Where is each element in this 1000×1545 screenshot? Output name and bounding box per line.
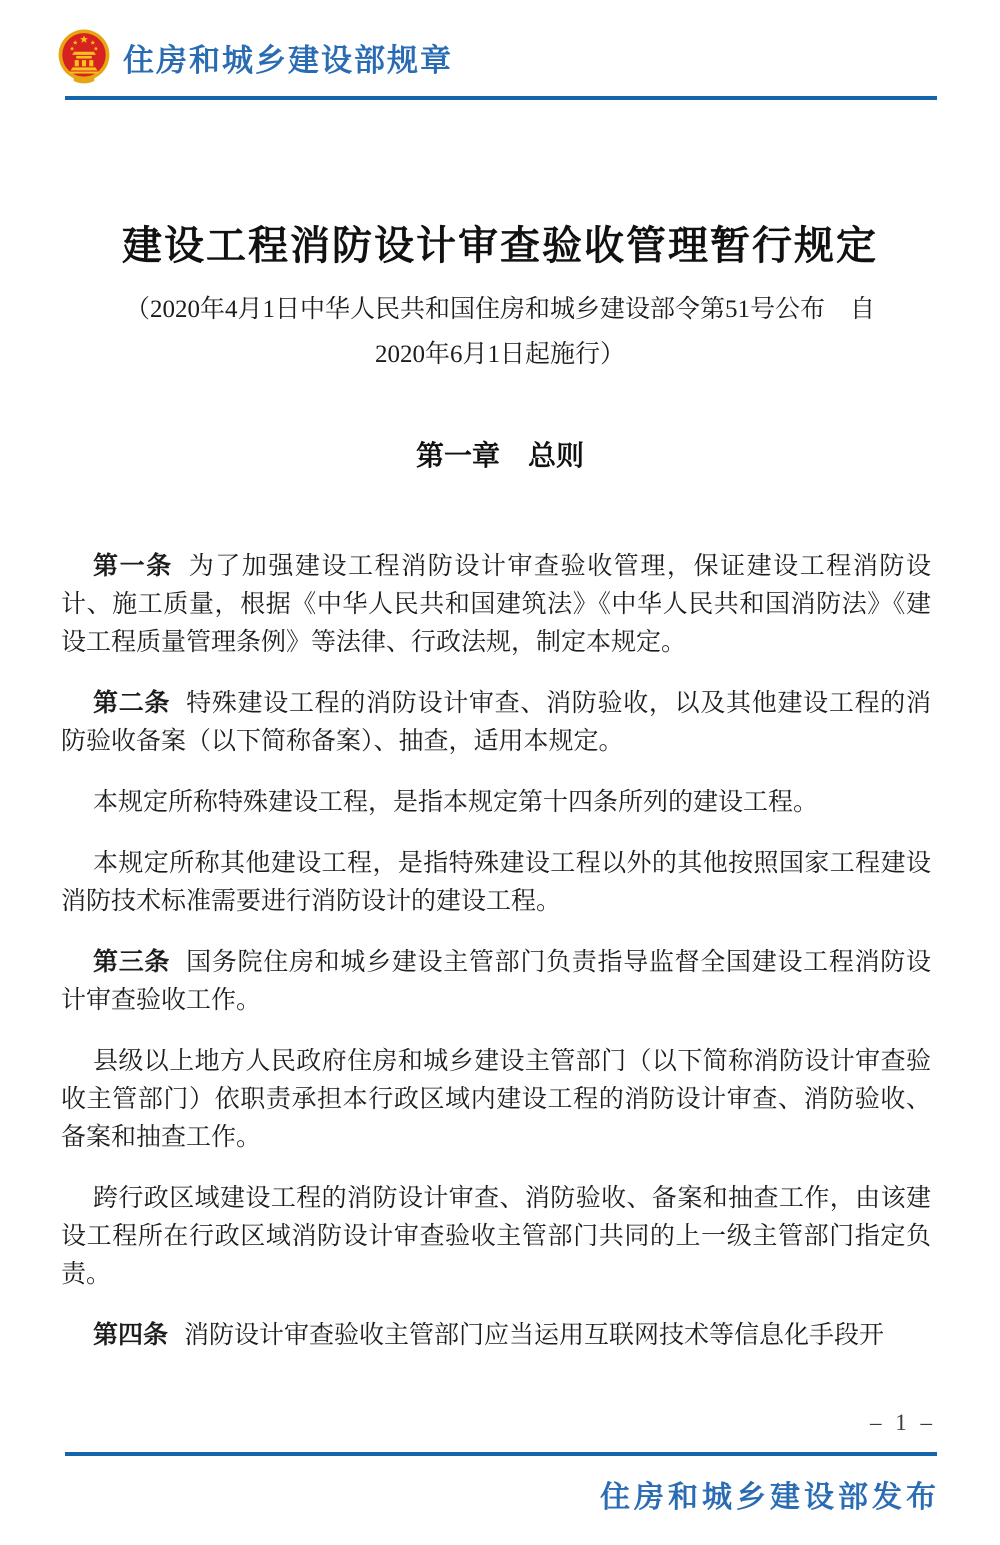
article-text-block <box>61 547 931 1377</box>
document-subtitle <box>65 287 935 377</box>
paragraph-article-3-clause-3 <box>61 1179 931 1294</box>
footer-divider <box>65 1452 937 1456</box>
publisher-label: 住房和城乡建设部发布 <box>600 1481 940 1514</box>
paragraph-text: 特殊建设工程的消防设计审查、消防验收，以及其他建设工程的消防验收备案（以下简称备案）、抽查，适用本规定。 <box>61 690 931 755</box>
paragraph-text: 本规定所称其他建设工程，是指特殊建设工程以外的其他按照国家工程建设消防技术标准需要进行消防设计的建设工程。 <box>61 850 931 915</box>
article-label: 第四条 <box>93 1321 169 1349</box>
article-label: 第三条 <box>93 948 171 976</box>
page-number: – 1 – <box>870 1410 936 1435</box>
page-header <box>58 29 453 86</box>
paragraph-article-2 <box>61 684 931 761</box>
article-label: 第一条 <box>93 552 173 580</box>
header-agency-label: 住房和城乡建设部规章 <box>123 43 453 78</box>
paragraph-article-4 <box>61 1316 931 1355</box>
subtitle-line-1: （2020年4月1日中华人民共和国住房和城乡建设部令第51号公布 自 <box>124 296 875 323</box>
paragraph-article-3 <box>61 943 931 1020</box>
paragraph-article-3-clause-2 <box>61 1042 931 1157</box>
page-title: 建设工程消防设计审查验收管理暂行规定 <box>122 224 878 268</box>
header-divider <box>65 96 937 100</box>
paragraph-text: 为了加强建设工程消防设计审查验收管理，保证建设工程消防设计、施工质量，根据《中华人民共和国建筑法》《中华人民共和国消防法》《建设工程质量管理条例》等法律、行政法规，制定本规定。 <box>61 553 931 656</box>
article-label: 第二条 <box>93 689 171 717</box>
chapter-heading: 第一章 总则 <box>415 440 584 471</box>
paragraph-text: 国务院住房和城乡建设主管部门负责指导监督全国建设工程消防设计审查验收工作。 <box>61 949 931 1014</box>
paragraph-text: 县级以上地方人民政府住房和城乡建设主管部门（以下简称消防设计审查验收主管部门）依职责承担本行政区域内建设工程的消防设计审查、消防验收、备案和抽查工作。 <box>61 1048 931 1151</box>
paragraph-article-2-clause-2 <box>61 783 931 822</box>
national-emblem-icon <box>58 29 110 86</box>
paragraph-text: 消防设计审查验收主管部门应当运用互联网技术等信息化手段开 <box>184 1322 885 1349</box>
paragraph-text: 本规定所称特殊建设工程，是指本规定第十四条所列的建设工程。 <box>93 789 819 816</box>
paragraph-article-2-clause-3 <box>61 844 931 921</box>
paragraph-article-1 <box>61 547 931 662</box>
paragraph-text: 跨行政区域建设工程的消防设计审查、消防验收、备案和抽查工作，由该建设工程所在行政区域消防设计审查验收主管部门共同的上一级主管部门指定负责。 <box>61 1185 931 1288</box>
subtitle-line-2: 2020年6月1日起施行） <box>374 341 625 368</box>
